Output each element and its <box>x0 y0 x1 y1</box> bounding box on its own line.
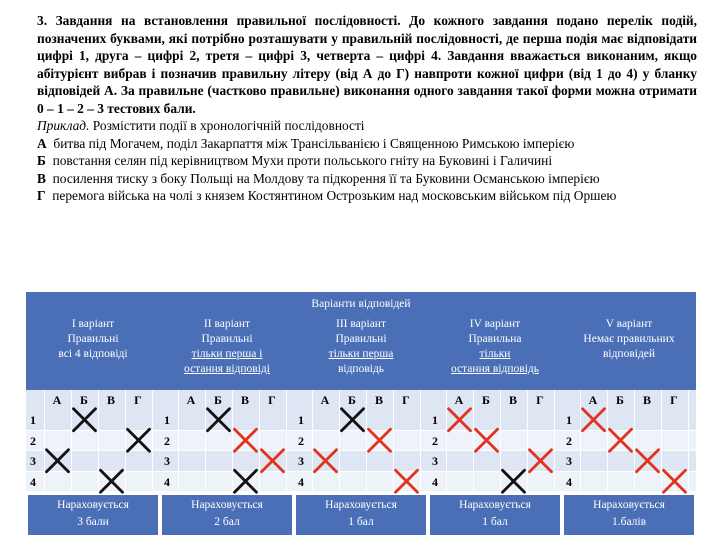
row-number: 1 <box>566 413 572 427</box>
variant-line: остання відповіді <box>184 363 270 375</box>
cross-mark <box>530 450 552 472</box>
option-g: Г перемога війська на чолі з князем Костянтином Острозьким над московським військом під Оршею <box>37 188 617 203</box>
score-label: Нараховується <box>459 499 531 511</box>
variant-name: ІІІ варіант <box>336 318 386 330</box>
cross-mark <box>610 429 632 451</box>
letter-В: В <box>106 393 115 407</box>
row-number: 1 <box>432 413 438 427</box>
row-number: 2 <box>566 433 572 448</box>
letter-А: А <box>454 393 464 407</box>
option-v: В посилення тиску з боку Польщі на Молдову та підкорення її та Буковини Османською імперією <box>37 170 600 186</box>
cross-mark <box>74 409 96 431</box>
answer-variants-table <box>26 292 696 535</box>
row-number: 1 <box>164 413 170 427</box>
score-value: 3 бали <box>77 516 109 528</box>
cross-mark <box>503 470 525 492</box>
score-value: 1 бал <box>482 516 508 528</box>
cross-mark <box>637 450 659 472</box>
cross-mark <box>396 470 418 492</box>
letter-А: А <box>320 393 330 407</box>
row-number: 3 <box>164 454 170 468</box>
row-number: 2 <box>432 433 438 448</box>
variant-line: остання відповідь <box>451 363 539 375</box>
variant-line: Немає правильних <box>583 333 675 345</box>
variant-5-score <box>564 495 694 535</box>
cross-mark <box>208 409 230 431</box>
row-number: 4 <box>566 474 572 489</box>
letter-Б: Б <box>482 393 490 407</box>
letter-В: В <box>240 393 249 407</box>
cross-mark <box>664 470 686 492</box>
cross-mark <box>235 429 257 451</box>
letter-В: В <box>374 393 383 407</box>
row-number: 3 <box>566 454 572 468</box>
variant-2-score <box>162 495 292 535</box>
cross-mark <box>369 429 391 451</box>
variant-1-score <box>28 495 158 535</box>
letter-Б: Б <box>616 393 624 407</box>
letter-А: А <box>588 393 598 407</box>
row-number: 2 <box>298 433 304 448</box>
variant-4-score <box>430 495 560 535</box>
letter-Г: Г <box>268 393 276 407</box>
cross-mark <box>583 409 605 431</box>
variant-line: тільки перша і <box>191 348 263 360</box>
letter-Г: Г <box>402 393 410 407</box>
cross-mark <box>128 429 150 451</box>
cross-mark <box>315 450 337 472</box>
variant-3-score <box>296 495 426 535</box>
letter-Б: Б <box>348 393 356 407</box>
cross-mark <box>342 409 364 431</box>
cross-mark <box>476 429 498 451</box>
variant-line: тільки перша <box>328 348 394 360</box>
letter-Б: Б <box>80 393 88 407</box>
cross-mark <box>262 450 284 472</box>
option-a: А битва під Могачем, поділ Закарпаття між Трансільванією і Священною Римською імперією <box>37 135 575 151</box>
variant-line: Правильні <box>67 333 119 345</box>
row-number: 4 <box>164 474 170 489</box>
example-line <box>37 117 697 135</box>
row-number: 1 <box>298 413 304 427</box>
row-number: 2 <box>164 433 170 448</box>
variant-name: ІІ варіант <box>203 318 251 330</box>
row-number: 4 <box>30 474 36 489</box>
letter-Г: Г <box>134 393 142 407</box>
row-number: 3 <box>298 454 304 468</box>
variant-name: І варіант <box>71 318 115 330</box>
cross-mark <box>47 450 69 472</box>
row-number: 3 <box>30 454 36 468</box>
row-number: 4 <box>298 474 304 489</box>
score-value: 1.балів <box>611 516 647 528</box>
variant-name: IV варіант <box>469 318 521 330</box>
score-label: Нараховується <box>325 499 397 511</box>
variant-line: всі 4 відповіді <box>58 348 128 360</box>
variant-line: відповідей <box>602 348 656 360</box>
letter-В: В <box>508 393 517 407</box>
score-label: Нараховується <box>57 499 129 511</box>
score-label: Нараховується <box>191 499 263 511</box>
variant-line: Правильні <box>201 333 253 345</box>
cross-mark <box>235 470 257 492</box>
task-instructions: 3. Завдання на встановлення правильної послідовності. До кожного завдання подано перелік подій, позначених буквами, які потрібно розташувати у правильній послідовності, де перша подія має відповідати цифрі 1, друга – цифрі 2, третя – цифрі 3, четверта – цифрі 4. Завдання вважається виконаним, якщо абітурієнт вибрав і позначив правильну літеру (від А до Г) навпроти кожної цифри (від 1 до 4) у бланку відповідей А. За правильне (частково правильне) виконання одного завдання такої форми можна отримати 0 – 1 – 2 – 3 тестових бали. <box>37 13 697 116</box>
variant-line: Правильні <box>335 333 387 345</box>
score-value: 2 бал <box>214 516 240 528</box>
letter-Г: Г <box>670 393 678 407</box>
row-number: 4 <box>432 474 438 489</box>
example-text: Розмістити події в хронологічній послідовності <box>89 118 365 133</box>
option-b: Б повстання селян під керівництвом Мухи проти польського гніту на Буковині і Галичині <box>37 153 553 168</box>
example-label: Приклад. <box>37 118 90 133</box>
row-number: 1 <box>30 413 36 427</box>
score-value: 1 бал <box>348 516 374 528</box>
variant-line: Правильна тільки <box>468 333 522 360</box>
score-label: Нараховується <box>593 499 665 511</box>
variant-line: відповідь <box>337 363 385 375</box>
task-description <box>37 12 697 205</box>
cross-mark <box>449 409 471 431</box>
row-number: 3 <box>432 454 438 468</box>
variant-name: V варіант <box>605 318 653 330</box>
row-number: 2 <box>30 433 36 448</box>
letter-А: А <box>186 393 196 407</box>
letter-Г: Г <box>536 393 544 407</box>
letter-А: А <box>52 393 62 407</box>
cross-mark <box>101 470 123 492</box>
table-title: Варіанти відповідей <box>311 298 411 310</box>
letter-В: В <box>642 393 651 407</box>
letter-Б: Б <box>214 393 222 407</box>
